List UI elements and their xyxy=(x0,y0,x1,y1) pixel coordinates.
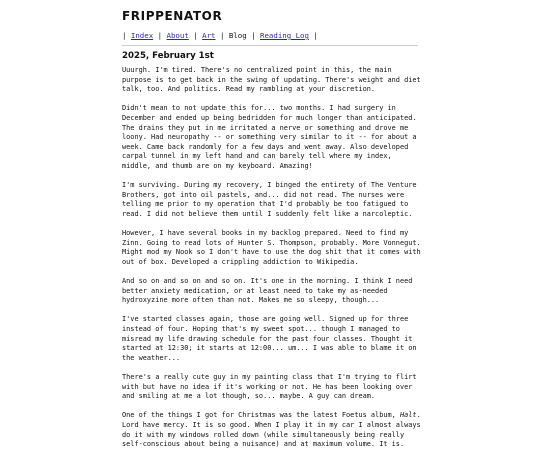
nav-divider xyxy=(122,45,418,46)
post-paragraph: However, I have several books in my backlog prepared. Need to find my Zinn. Going to read lots of Hunter S. Thompson, probably. More Vonnegut. Might mod my Nook so I don't have to use the dog shit that it comes with out of box. Developed a crippling addiction to Wikipedia. xyxy=(122,229,421,266)
nav-separator: | xyxy=(219,31,225,40)
post-paragraph: Didn't mean to not update this for... two months. I had surgery in December and ended up being bedridden for much longer than anticipated. The drains they put in me irritated a nerve or something and drove me loony. Had neuropathy -- or something very similar to it -- for about a week. Came back randomly for a few days and went away. Also developed carpal tunnel in my left hand and can barely tell where my index, middle, and thumb are on my keyboard. Amazing! xyxy=(122,104,417,170)
nav-link-reading-log[interactable]: Reading Log xyxy=(260,31,309,40)
site-title: FRIPPENATOR xyxy=(122,9,223,23)
nav-link-index[interactable]: Index xyxy=(130,31,154,40)
nav-separator: | xyxy=(313,31,318,40)
nav-link-about[interactable]: About xyxy=(166,31,189,40)
post-paragraph: I've started classes again, those are going well. Signed up for three instead of four. Hoping that's my sweet spot... though I managed to misread my life drawing schedule for the past four classes. Thought it started at 12:30; it starts at 12:00... um... I was able to blame it on the weather... xyxy=(122,315,417,362)
nav-current-blog: Blog xyxy=(228,31,247,40)
nav-separator: | xyxy=(157,31,163,40)
post-paragraph: There's a really cute guy in my painting class that I'm trying to flirt with but have no idea if it's working or not. He has been looking over and smiling at me a lot though, so... maybe. A guy can dream. xyxy=(122,373,417,401)
site-nav xyxy=(122,31,318,41)
nav-link-art[interactable]: Art xyxy=(202,31,216,40)
post-body xyxy=(122,66,422,459)
post-paragraph xyxy=(122,411,422,449)
nav-separator: | xyxy=(193,31,198,40)
post-paragraph: I'm surviving. During my recovery, I binged the entirety of The Venture Brothers, got into oil pastels, and... did not read. The nurses were telling me prior to my operation that I'd probably be too fatigued to read. I did not believe them until I suddenly felt like a narcoleptic. xyxy=(122,181,417,218)
post-text: . Lord have mercy. It is so good. When I play it in my car I almost always do it with my windows rolled down (while simultaneously being really self-conscious about being a nuisance) and at maximum volume. It is. xyxy=(122,411,421,449)
post-date: 2025, February 1st xyxy=(122,51,214,61)
album-title: Halt xyxy=(399,411,417,420)
nav-separator: | xyxy=(122,31,127,40)
post-paragraph: Uuurgh. I'm tired. There's no centralized point in this, the main purpose is to get back in the swing of updating. There's weight and diet talk, too. And politics. Read my rambling at your discretion. xyxy=(122,66,421,94)
nav-separator: | xyxy=(251,31,256,40)
post-text: One of the things I got for Christmas was the latest Foetus album, xyxy=(122,411,400,420)
post-paragraph: And so on and so on and so on. It's one in the morning. I think I need better anxiety medication, or at least need to take my as-needed hydroxyzine more often than not. Makes me so sleepy, though... xyxy=(122,277,413,305)
